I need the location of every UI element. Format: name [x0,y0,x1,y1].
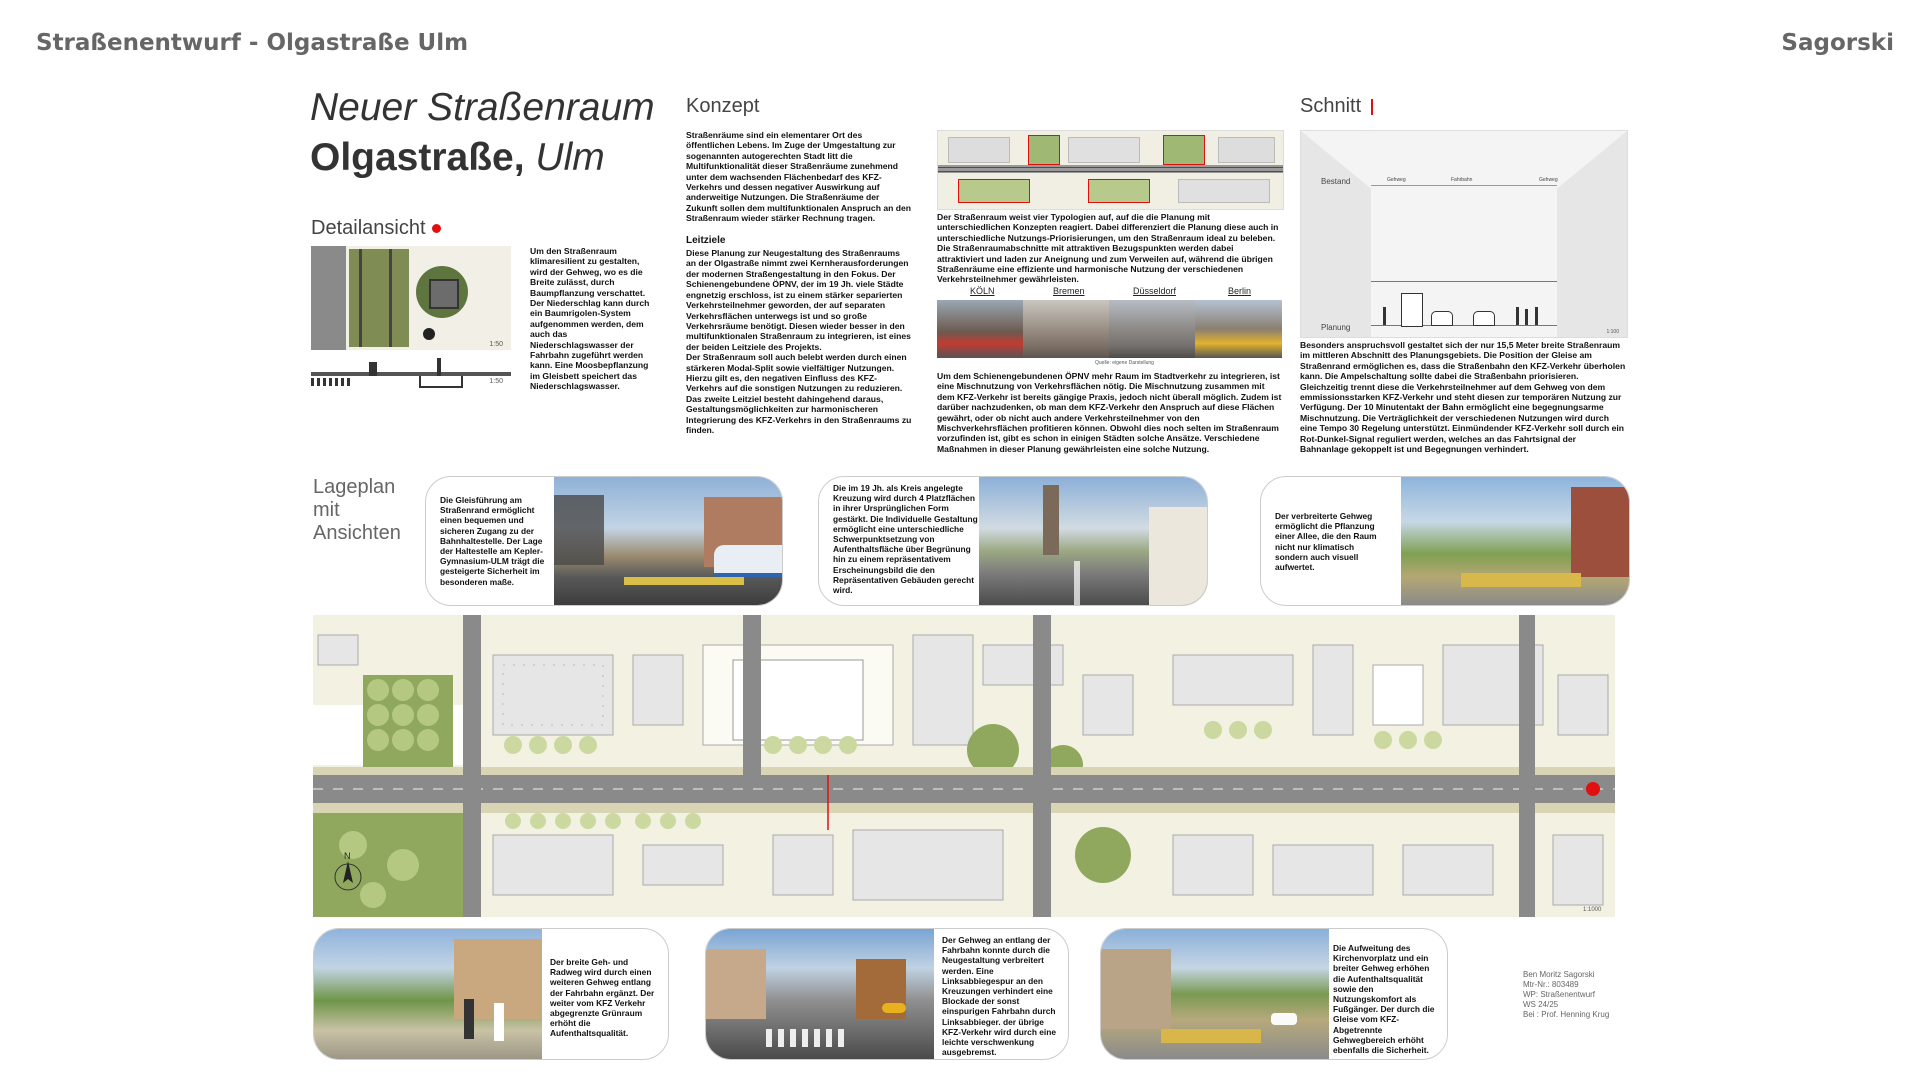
credits-professor: Bei : Prof. Henning Krug [1523,1010,1610,1019]
tram-shelter [554,495,604,565]
building [913,635,973,745]
lageplan-heading [313,476,401,545]
section-building-right [1557,131,1627,337]
corner-building [1149,507,1207,605]
konzept-para-2: Diese Planung zur Neugestaltung des Straßenraums an der Olgastraße nimmt zwei Kernherausforderungen der modernen Straßengestaltung in den Fokus. Der Schienengebundene ÖPNV, der im 19 Jh. viele Städte engnetzig erschloss, ist zu einem stärker separierten Verkehrsteilnehmer geworden, der auf separaten Verkehrsflächen unterwegs ist und so große Verkehrsräume benötigt. Diesen wieder besser in den multifunktionalen Straßenraum zu integrieren, ist eines der beiden Leitziele des Projekts. [686,248,911,352]
konzept-para-3: Der Straßenraum soll auch belebt werden durch einen stärkeren Modal-Split sowie vielfältiger Nutzungen. Hierzu gilt es, den negativen Einfluss des KFZ- Verkehrs auf die sonstigen Nutzungen zu reduzieren. Das zweite Leitziel besteht dahingehend daraus, Gestaltungsmöglichkeiten zur harmonischeren Integrierung des KFZ-Verkehrs in den Straßenraums zu finden. [686,352,912,435]
main-title-line1: Neuer Straßenraum [310,86,655,129]
building [853,830,1003,900]
konzept-text [686,130,912,435]
main-title-line2 [310,136,605,180]
city-label-koeln: KÖLN [970,286,995,296]
cross-street [1519,615,1535,917]
building [1558,675,1608,735]
view-panel-top-3 [1260,476,1630,606]
konzept-para-1: Straßenräume sind ein elementarer Ort des öffentlichen Lebens. Im Zuge der Umgestaltung zur sogenannten autogerechten Stadt litt die Multifunktionalität dieser Straßenräume zunehmend unter dem wachsenden Flächenbedarf des KFZ-Verkehrs und dessen negativer Auswirkung auf anderweitige Nutzungen. Die Straßenräume der Zukunft sollen dem multifunktionalen Anspruch an den Straßenraum wieder stärker Rechnung tragen. [686,130,912,224]
section-label-fahrbahn: Fahrbahn [1451,177,1473,183]
typology-plan-drawing [937,130,1284,210]
credits-matrikel: Mtr-Nr.: 803489 [1523,980,1579,989]
detail-section-drawing [311,358,511,388]
view-text-top-1: Die Gleisführung am Straßenrand ermöglicht einen bequemen und sicheren Zugang zu der Bahnhaltestelle. Der Lage der Haltestelle am Kepler-Gymnasium-ULM trägt die gesteigerte Sicherheit im besonderen maße. [440,495,545,587]
typology-text-1: Der Straßenraum weist vier Typologien auf, auf die die Planung mit unterschiedlichen Konzepten reagiert. Dabei differenziert die Planung diese auch in unterschiedliche Nutzungs-Priorisierungen, um den Straßenraum ideal zu beleben. Die Straßenraumabschnitte mit attraktiven Bezugspunkten werden dabei attraktiviert und laden zur Aneignung und zum Verweilen auf, während die übrigen Straßenräume eine effiziente und harmonische Nutzung der verschiedenen Verkehrsteilnehmer gewährleisten. [937,212,1279,285]
section-person [1383,307,1386,325]
section-label-bestand: Bestand [1321,177,1351,186]
section-drawing [1300,130,1628,338]
section-tram [1401,293,1423,327]
credits-course: WP: Straßenentwurf [1523,990,1596,999]
city-label-duesseldorf: Düsseldorf [1133,286,1177,296]
section-car [1431,311,1453,326]
lageplan-heading-l3: Ansichten [313,522,401,544]
tram-track-yellow [1461,573,1581,587]
section-label-gehweg-left: Gehweg [1387,177,1406,183]
view-render-cycle-path [314,929,542,1059]
north-label: N [344,851,351,861]
section-person [1525,309,1528,325]
church [1173,655,1293,705]
section-label-gehweg-right: Gehweg [1539,177,1558,183]
view-render-roundabout [979,477,1207,605]
view-render-church-forecourt [1101,929,1329,1059]
section-scale: 1:100 [1606,329,1619,335]
building [1083,675,1133,735]
credits-semester: WS 24/25 [1523,1000,1559,1009]
view-text-bottom-1: Der breite Geh- und Radweg wird durch einen weiteren Gehweg entlang der Fahrbahn ergänzt. Der weiter vom KFZ Verkehr abgegrenzte Grünraum erhöht die Aufenthaltsqualität. [550,957,655,1039]
road-marking [1074,561,1080,605]
city-photo-strip [937,300,1282,358]
site-plan [313,615,1615,917]
section-car [1473,311,1495,326]
view-text-bottom-2: Der Gehweg an entlang der Fahrbahn konnte durch die Neugestaltung verbreitert werden. Eine Linksabbiegespur an den Kreuzungen verhindert eine Blockade der sonst einspurigen Fahrbahn durch Linksabbieger. der übrige KFZ-Verkehr wird durch eine leichte verschwenkung ausgebremst. [942,935,1057,1058]
sidewalk-north [313,767,1615,775]
corner-building-left [706,949,766,1019]
city-label-bremen: Bremen [1053,286,1085,296]
church-building [1101,949,1171,1029]
cyclist [494,1003,504,1041]
cyclist [464,999,474,1039]
city-photo-caption: Quelle: eigene Darstellung [1095,360,1154,366]
yellow-car [882,1003,906,1013]
view-render-junction [706,929,934,1059]
building [773,835,833,895]
zebra-crossing [766,1029,846,1047]
view-panel-bottom-2 [705,928,1069,1060]
sidewalk-south [313,803,1615,813]
detail-scale-2: 1:50 [489,378,503,385]
detail-road-strip [311,246,346,350]
detail-text: Um den Straßenraum klimaresilient zu gestalten, wird der Gehweg, wo es die Breite zulässt, durch Baumpflanzung verschattet. Der Niederschlag kann durch ein Baumrigolen-System aufgenommen werden, dem auch das Niederschlagswasser der Fahrbahn zugeführt werden kann. Eine Moosbepflanzung im Gleisbett speichert das Niederschlagswasser. [530,246,650,392]
city-photo-berlin [1195,300,1282,358]
red-dot-icon [432,224,441,233]
guidance-strip [624,577,744,585]
section-label-planung: Planung [1321,323,1351,332]
view-text-bottom-3: Die Aufweitung des Kirchenvorplatz und ein breiter Gehweg erhöhen die Aufenthaltsqualität sowie den Nutzungskomfort als Fußgänger. Der durch die Gleise vom KFZ-Abgetrennte Gehwegbereich erhöht ebenfalls die Sicherheit. [1333,943,1435,1056]
view-render-avenue [1401,477,1629,605]
building [633,655,683,725]
building [1403,845,1493,895]
building [1373,665,1423,725]
city-photo-bremen [1023,300,1109,358]
detail-rail [359,249,362,347]
cross-street [743,615,761,775]
building [318,635,358,665]
building [493,835,613,895]
cross-street [1033,615,1051,917]
detail-plan-drawing [311,246,511,350]
main-title-street: Olgastraße, [310,136,525,179]
building [1173,835,1253,895]
building [1553,835,1603,905]
typology-text-2: Um dem Schienengebundenen ÖPNV mehr Raum im Stadtverkehr zu integrieren, ist eine Mischnutzung von Verkehrsflächen nötig. Die Mischnutzung zusammen mit dem KFZ-Verkehr ist bereits gängige Praxis, jedoch nicht überall möglich. Zudem ist darüber nachzudenken, ob man dem KFZ-Verkehr den Anspruch auf diese Flächen gewährt, oder ob nicht auch andere Verkehrsteilnehmer von den Mischverkehrsflächen profitieren können. Obwohl dies noch selten im Straßenraum vorzufinden ist, gibt es schon in einigen Städten solche Ansätze. Verschiedene Maßnahmen in dieser Planung gewährleisten eine solche Nutzung. [937,371,1282,454]
detail-rail [389,249,392,347]
detail-scale-1: 1:50 [489,341,503,348]
section-person [1535,307,1538,325]
detail-tree-grate [429,279,459,309]
header-left-title: Straßenentwurf - Olgastraße Ulm [36,30,469,56]
brick-building [1571,487,1629,577]
schnitt-heading-text: Schnitt [1300,95,1362,117]
lageplan-heading-l2: mit [313,499,340,521]
section-person [1516,307,1519,325]
building [1273,845,1373,895]
city-photo-duesseldorf [1109,300,1195,358]
building [643,845,723,885]
tram-track-yellow [1161,1029,1261,1043]
konzept-heading: Konzept [686,95,760,117]
lageplan-heading-l1: Lageplan [313,476,396,498]
detail-heading-text: Detailansicht [311,217,426,239]
credits-block [1523,970,1609,1020]
credits-name: Ben Moritz Sagorski [1523,970,1595,979]
schnitt-text: Besonders anspruchsvoll gestaltet sich der nur 15,5 Meter breite Straßenraum im mittleren Abschnitt des Planungsgebiets. Die Position der Gleise am Straßenrand ermöglichen es, dass die Straßenbahn den KFZ-Verkehr überholen kann. Die Ampelschaltung sollte dabei die Straßenbahn priorisieren. Gleichzeitig trennt diese die Verkehrsteilnehmer auf dem Gehweg von dem emmissionsstarken KFZ-Verkehr und steht diesen zur temporären Nutzung zur Verfügung. Der 10 Minutentakt der Bahn ermöglicht eine begegnungsarme Mischnutzung. Die Verträglichkeit der verschiedenen Nutzungen wird durch eine Tempo 30 Regelung unterstützt. Einmündender KFZ-Verkehr soll durch ein Rot-Dunkel-Signal reguliert werden, welches an das Fahrtsignal der Bahnanlage gekoppelt ist und Begegnungen verhindert. [1300,340,1626,455]
schnitt-heading [1300,95,1373,118]
view-render-tram-stop [554,477,782,605]
view-panel-top-1 [425,476,783,606]
building [1313,645,1353,735]
city-photo-koeln [937,300,1023,358]
view-panel-bottom-3 [1100,928,1448,1060]
site-plan-scale: 1:1000 [1583,907,1602,913]
detail-heading [311,217,441,240]
detail-location-marker [1586,782,1600,796]
lower-square-green [1075,827,1131,883]
white-car [1271,1013,1297,1025]
cross-street [463,615,481,917]
red-bar-icon [1371,99,1373,115]
view-panel-top-2 [818,476,1208,606]
view-text-top-2: Die im 19 Jh. als Kreis angelegte Kreuzung wird durch 4 Platzflächen in ihrer Ursprünglichen Form gestärkt. Die Individuelle Gestaltung ermöglicht eine unterschiedliche Schwerpunktsetzung von Aufenthaltsfläche über Begrünung hin zu einem repräsentativem Erscheinungsbild die den Repräsentativen Gebäuden gerecht wird. [833,483,978,596]
detail-drain-icon [423,328,435,340]
tram-vehicle [714,545,782,577]
city-label-berlin: Berlin [1228,286,1252,296]
view-text-top-3: Der verbreiterte Gehweg ermöglicht die Pflanzung einer Allee, die den Raum nicht nur klimatisch sondern auch visuell aufwertet. [1275,511,1377,573]
detail-moss-track [349,249,409,347]
building [493,655,613,735]
main-title-city: Ulm [524,136,605,179]
view-panel-bottom-1 [313,928,669,1060]
church-tower [1043,485,1059,555]
header-right-title: Sagorski [1781,30,1894,56]
section-building-left [1301,131,1371,337]
leitziele-heading: Leitziele [686,234,726,246]
